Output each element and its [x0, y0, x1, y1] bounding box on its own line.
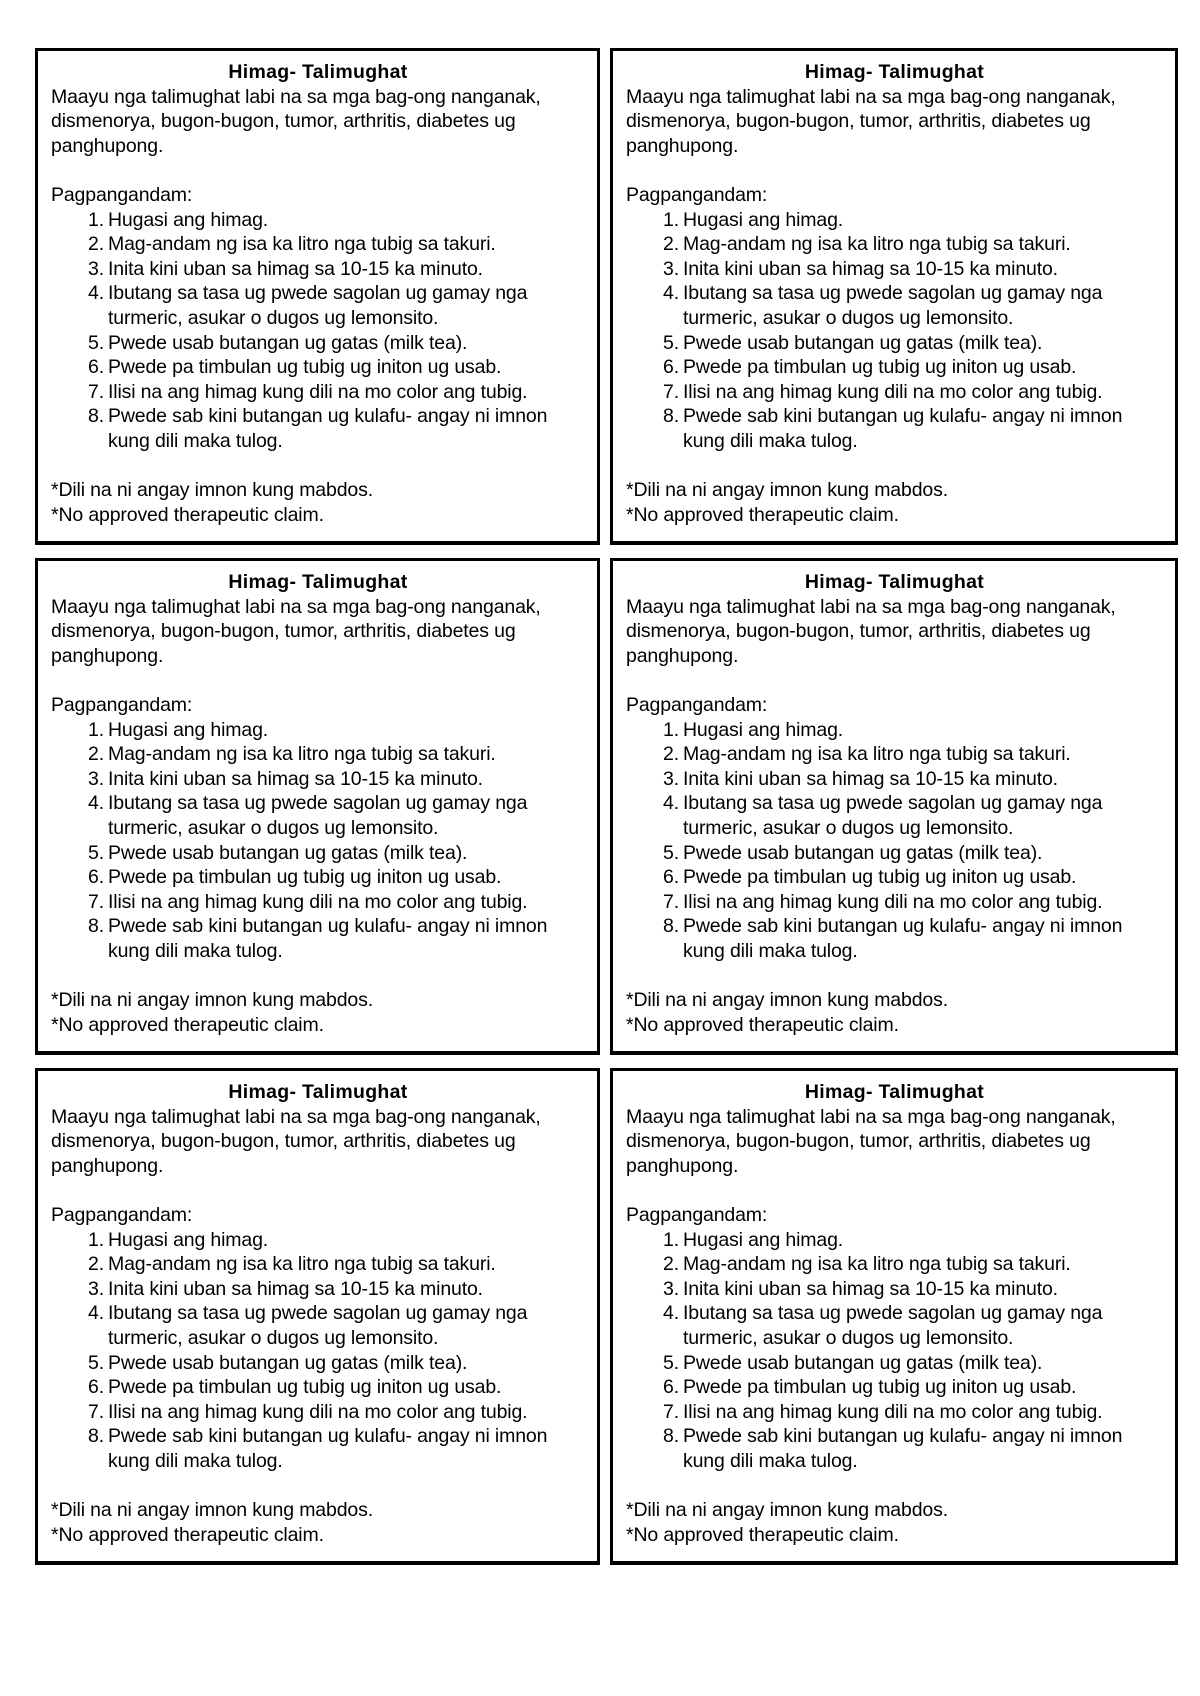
step-number: 3.	[663, 767, 679, 790]
step-number: 7.	[88, 890, 104, 913]
list-item	[51, 1400, 585, 1425]
step-number: 1.	[663, 208, 679, 231]
step-number: 8.	[88, 1425, 104, 1448]
step-number: 1.	[88, 208, 104, 231]
card-notes	[626, 988, 1163, 1037]
step-number: 6.	[663, 1376, 679, 1399]
card-title: Himag- Talimughat	[804, 1081, 985, 1103]
steps-list	[626, 1228, 1163, 1474]
step-text: Pwede sab kini butangan ug kulafu- angay ni imnon kung dili maka tulog.	[108, 405, 548, 452]
step-text: Mag-andam ng isa ka litro nga tubig sa takuri.	[108, 1253, 496, 1276]
card-description: Maayu nga talimughat labi na sa mga bag-ong nanganak, dismenorya, bugon-bugon, tumor, arthritis, diabetes ug panghupong.	[51, 595, 541, 667]
step-text: Ilisi na ang himag kung dili na mo color ang tubig.	[683, 1400, 1103, 1423]
step-text: Pwede usab butangan ug gatas (milk tea).	[108, 331, 468, 354]
step-text: Ibutang sa tasa ug pwede sagolan ug gamay nga turmeric, asukar o dugos ug lemonsito.	[683, 792, 1103, 839]
step-text: Ilisi na ang himag kung dili na mo color ang tubig.	[683, 890, 1103, 913]
step-number: 2.	[88, 1253, 104, 1276]
step-text: Ibutang sa tasa ug pwede sagolan ug gamay nga turmeric, asukar o dugos ug lemonsito.	[108, 282, 528, 329]
list-item	[626, 1228, 1163, 1253]
section-label: Pagpangandam:	[51, 1203, 193, 1226]
step-number: 6.	[663, 356, 679, 379]
card-title: Himag- Talimughat	[804, 571, 985, 593]
list-item	[51, 1277, 585, 1302]
step-text: Ilisi na ang himag kung dili na mo color ang tubig.	[108, 1400, 528, 1423]
step-number: 5.	[88, 841, 104, 864]
list-item	[626, 1277, 1163, 1302]
card-description: Maayu nga talimughat labi na sa mga bag-ong nanganak, dismenorya, bugon-bugon, tumor, arthritis, diabetes ug panghupong.	[626, 595, 1116, 667]
step-text: Pwede sab kini butangan ug kulafu- angay ni imnon kung dili maka tulog.	[108, 915, 548, 962]
step-number: 8.	[663, 915, 679, 938]
note-pregnancy: *Dili na ni angay imnon kung mabdos.	[51, 1499, 373, 1522]
note-pregnancy: *Dili na ni angay imnon kung mabdos.	[626, 1499, 948, 1522]
step-number: 2.	[88, 743, 104, 766]
list-item	[626, 767, 1163, 792]
step-number: 6.	[88, 866, 104, 889]
list-item	[626, 1375, 1163, 1400]
step-text: Pwede usab butangan ug gatas (milk tea).	[108, 841, 468, 864]
step-text: Hugasi ang himag.	[683, 1228, 844, 1251]
list-item	[626, 914, 1163, 963]
step-number: 6.	[663, 866, 679, 889]
note-disclaimer: *No approved therapeutic claim.	[51, 1013, 324, 1036]
card-notes	[51, 478, 585, 527]
label-card	[610, 48, 1178, 545]
step-text: Ibutang sa tasa ug pwede sagolan ug gamay nga turmeric, asukar o dugos ug lemonsito.	[108, 1302, 528, 1349]
step-text: Hugasi ang himag.	[683, 718, 844, 741]
step-text: Inita kini uban sa himag sa 10-15 ka minuto.	[108, 767, 483, 790]
step-text: Pwede usab butangan ug gatas (milk tea).	[683, 841, 1043, 864]
step-number: 3.	[663, 1277, 679, 1300]
list-item	[626, 257, 1163, 282]
list-item	[626, 791, 1163, 840]
note-disclaimer: *No approved therapeutic claim.	[51, 1523, 324, 1546]
step-number: 5.	[88, 1351, 104, 1374]
step-number: 8.	[663, 405, 679, 428]
steps-list	[51, 1228, 585, 1474]
step-number: 4.	[663, 792, 679, 815]
label-sheet	[35, 48, 1178, 1565]
step-number: 2.	[663, 233, 679, 256]
step-number: 3.	[88, 767, 104, 790]
list-item	[51, 767, 585, 792]
step-number: 7.	[663, 890, 679, 913]
step-number: 2.	[88, 233, 104, 256]
list-item	[51, 281, 585, 330]
step-number: 7.	[663, 380, 679, 403]
label-card	[35, 1068, 600, 1565]
list-item	[51, 742, 585, 767]
note-disclaimer: *No approved therapeutic claim.	[626, 1523, 899, 1546]
step-text: Mag-andam ng isa ka litro nga tubig sa takuri.	[683, 1253, 1071, 1276]
list-item	[626, 355, 1163, 380]
card-title: Himag- Talimughat	[804, 61, 985, 83]
list-item	[626, 718, 1163, 743]
step-number: 6.	[88, 1376, 104, 1399]
step-text: Ilisi na ang himag kung dili na mo color ang tubig.	[108, 380, 528, 403]
step-number: 1.	[88, 1228, 104, 1251]
step-number: 1.	[663, 718, 679, 741]
step-text: Pwede pa timbulan ug tubig ug initon ug usab.	[683, 1376, 1077, 1399]
step-text: Ibutang sa tasa ug pwede sagolan ug gamay nga turmeric, asukar o dugos ug lemonsito.	[683, 1302, 1103, 1349]
list-item	[51, 232, 585, 257]
steps-list	[51, 208, 585, 454]
card-notes	[51, 1498, 585, 1547]
card-title: Himag- Talimughat	[228, 1081, 408, 1103]
list-item	[626, 1424, 1163, 1473]
card-description: Maayu nga talimughat labi na sa mga bag-ong nanganak, dismenorya, bugon-bugon, tumor, arthritis, diabetes ug panghupong.	[626, 1105, 1116, 1177]
label-card	[610, 1068, 1178, 1565]
list-item	[51, 1375, 585, 1400]
step-number: 8.	[88, 405, 104, 428]
step-number: 6.	[88, 356, 104, 379]
step-number: 4.	[88, 1302, 104, 1325]
card-title: Himag- Talimughat	[228, 571, 408, 593]
step-number: 3.	[663, 257, 679, 280]
step-number: 1.	[88, 718, 104, 741]
step-number: 7.	[88, 380, 104, 403]
list-item	[626, 742, 1163, 767]
step-text: Hugasi ang himag.	[683, 208, 844, 231]
step-number: 8.	[663, 1425, 679, 1448]
step-number: 8.	[88, 915, 104, 938]
step-number: 4.	[88, 792, 104, 815]
step-text: Inita kini uban sa himag sa 10-15 ka minuto.	[683, 1277, 1058, 1300]
card-description: Maayu nga talimughat labi na sa mga bag-ong nanganak, dismenorya, bugon-bugon, tumor, arthritis, diabetes ug panghupong.	[51, 1105, 541, 1177]
list-item	[51, 404, 585, 453]
step-text: Mag-andam ng isa ka litro nga tubig sa takuri.	[683, 743, 1071, 766]
list-item	[626, 1400, 1163, 1425]
step-text: Inita kini uban sa himag sa 10-15 ka minuto.	[108, 1277, 483, 1300]
list-item	[51, 1301, 585, 1350]
step-text: Mag-andam ng isa ka litro nga tubig sa takuri.	[108, 233, 496, 256]
step-number: 5.	[663, 1351, 679, 1374]
step-number: 2.	[663, 1253, 679, 1276]
step-text: Ilisi na ang himag kung dili na mo color ang tubig.	[108, 890, 528, 913]
list-item	[51, 791, 585, 840]
step-text: Pwede usab butangan ug gatas (milk tea).	[683, 331, 1043, 354]
list-item	[51, 841, 585, 866]
note-pregnancy: *Dili na ni angay imnon kung mabdos.	[51, 479, 373, 502]
list-item	[626, 841, 1163, 866]
list-item	[51, 380, 585, 405]
step-text: Ibutang sa tasa ug pwede sagolan ug gamay nga turmeric, asukar o dugos ug lemonsito.	[683, 282, 1103, 329]
step-number: 5.	[663, 841, 679, 864]
note-pregnancy: *Dili na ni angay imnon kung mabdos.	[626, 479, 948, 502]
note-pregnancy: *Dili na ni angay imnon kung mabdos.	[626, 989, 948, 1012]
note-disclaimer: *No approved therapeutic claim.	[626, 1013, 899, 1036]
list-item	[51, 257, 585, 282]
step-text: Pwede pa timbulan ug tubig ug initon ug usab.	[108, 866, 502, 889]
list-item	[626, 1301, 1163, 1350]
card-description: Maayu nga talimughat labi na sa mga bag-ong nanganak, dismenorya, bugon-bugon, tumor, arthritis, diabetes ug panghupong.	[51, 85, 541, 157]
section-label: Pagpangandam:	[51, 693, 193, 716]
step-text: Ibutang sa tasa ug pwede sagolan ug gamay nga turmeric, asukar o dugos ug lemonsito.	[108, 792, 528, 839]
step-number: 7.	[663, 1400, 679, 1423]
step-text: Pwede pa timbulan ug tubig ug initon ug usab.	[108, 356, 502, 379]
step-text: Pwede sab kini butangan ug kulafu- angay ni imnon kung dili maka tulog.	[683, 405, 1123, 452]
step-text: Mag-andam ng isa ka litro nga tubig sa takuri.	[683, 233, 1071, 256]
list-item	[626, 1351, 1163, 1376]
step-text: Ilisi na ang himag kung dili na mo color ang tubig.	[683, 380, 1103, 403]
list-item	[626, 232, 1163, 257]
label-card	[610, 558, 1178, 1055]
step-text: Inita kini uban sa himag sa 10-15 ka minuto.	[683, 257, 1058, 280]
note-disclaimer: *No approved therapeutic claim.	[51, 503, 324, 526]
card-title: Himag- Talimughat	[228, 61, 408, 83]
list-item	[626, 208, 1163, 233]
step-number: 4.	[663, 1302, 679, 1325]
section-label: Pagpangandam:	[626, 183, 768, 206]
step-number: 3.	[88, 1277, 104, 1300]
list-item	[51, 355, 585, 380]
note-disclaimer: *No approved therapeutic claim.	[626, 503, 899, 526]
list-item	[51, 1228, 585, 1253]
step-number: 4.	[88, 282, 104, 305]
step-number: 3.	[88, 257, 104, 280]
card-notes	[626, 1498, 1163, 1547]
step-number: 5.	[88, 331, 104, 354]
list-item	[626, 1252, 1163, 1277]
steps-list	[626, 208, 1163, 454]
step-text: Inita kini uban sa himag sa 10-15 ka minuto.	[683, 767, 1058, 790]
list-item	[626, 281, 1163, 330]
card-notes	[51, 988, 585, 1037]
step-text: Pwede usab butangan ug gatas (milk tea).	[683, 1351, 1043, 1374]
step-number: 7.	[88, 1400, 104, 1423]
list-item	[51, 1424, 585, 1473]
list-item	[51, 890, 585, 915]
step-text: Hugasi ang himag.	[108, 1228, 269, 1251]
list-item	[626, 865, 1163, 890]
step-number: 1.	[663, 1228, 679, 1251]
section-label: Pagpangandam:	[626, 1203, 768, 1226]
label-card	[35, 48, 600, 545]
list-item	[51, 718, 585, 743]
step-text: Pwede pa timbulan ug tubig ug initon ug usab.	[108, 1376, 502, 1399]
card-description: Maayu nga talimughat labi na sa mga bag-ong nanganak, dismenorya, bugon-bugon, tumor, arthritis, diabetes ug panghupong.	[626, 85, 1116, 157]
step-text: Pwede sab kini butangan ug kulafu- angay ni imnon kung dili maka tulog.	[108, 1425, 548, 1472]
step-text: Pwede sab kini butangan ug kulafu- angay ni imnon kung dili maka tulog.	[683, 1425, 1123, 1472]
list-item	[626, 331, 1163, 356]
list-item	[51, 865, 585, 890]
step-number: 2.	[663, 743, 679, 766]
step-number: 4.	[663, 282, 679, 305]
section-label: Pagpangandam:	[626, 693, 768, 716]
section-label: Pagpangandam:	[51, 183, 193, 206]
list-item	[626, 380, 1163, 405]
step-text: Pwede usab butangan ug gatas (milk tea).	[108, 1351, 468, 1374]
step-number: 5.	[663, 331, 679, 354]
list-item	[51, 331, 585, 356]
step-text: Pwede pa timbulan ug tubig ug initon ug usab.	[683, 866, 1077, 889]
steps-list	[51, 718, 585, 964]
step-text: Pwede pa timbulan ug tubig ug initon ug usab.	[683, 356, 1077, 379]
card-notes	[626, 478, 1163, 527]
step-text: Inita kini uban sa himag sa 10-15 ka minuto.	[108, 257, 483, 280]
step-text: Hugasi ang himag.	[108, 208, 269, 231]
steps-list	[626, 718, 1163, 964]
list-item	[51, 914, 585, 963]
step-text: Hugasi ang himag.	[108, 718, 269, 741]
list-item	[626, 404, 1163, 453]
note-pregnancy: *Dili na ni angay imnon kung mabdos.	[51, 989, 373, 1012]
list-item	[51, 1252, 585, 1277]
step-text: Mag-andam ng isa ka litro nga tubig sa takuri.	[108, 743, 496, 766]
list-item	[626, 890, 1163, 915]
label-card	[35, 558, 600, 1055]
list-item	[51, 208, 585, 233]
step-text: Pwede sab kini butangan ug kulafu- angay ni imnon kung dili maka tulog.	[683, 915, 1123, 962]
list-item	[51, 1351, 585, 1376]
